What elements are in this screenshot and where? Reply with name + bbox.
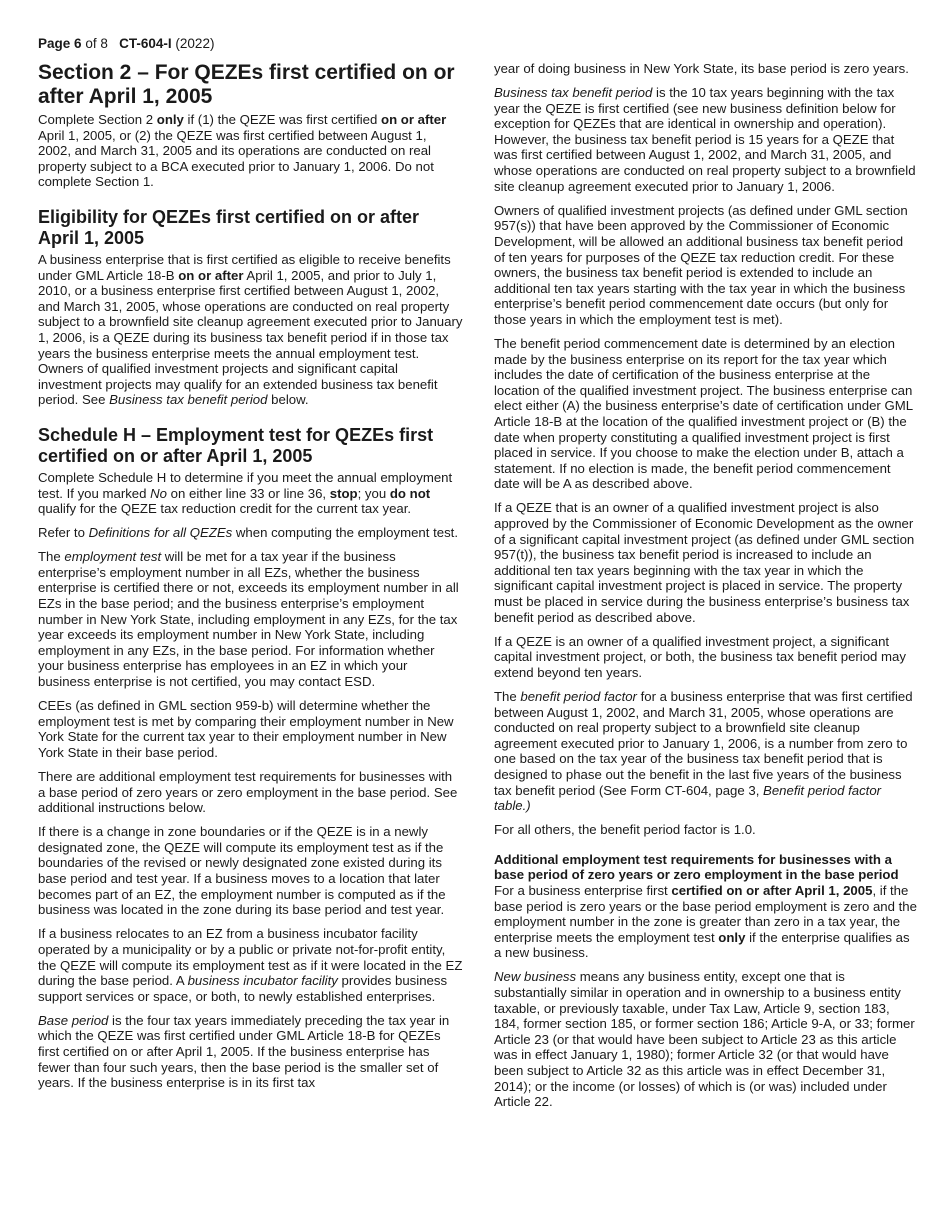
benefit-period-factor-others bbox=[494, 822, 917, 838]
text-run: New business bbox=[494, 969, 577, 985]
text-run: on either line 33 or line 36, bbox=[167, 485, 330, 501]
schedule-h-heading bbox=[38, 425, 463, 467]
text-run: year of doing business in New York State, its base period is zero years. bbox=[494, 61, 909, 76]
text-run: certified on or after April 1, 2005 bbox=[671, 883, 873, 898]
text-run: benefit period factor bbox=[520, 688, 637, 704]
text-run: do not bbox=[389, 485, 431, 501]
text-run: on or after bbox=[178, 267, 244, 283]
qualified-investment-projects-paragraph bbox=[494, 203, 917, 328]
schedule-h-intro bbox=[38, 470, 463, 517]
text-run: stop bbox=[329, 485, 358, 501]
text-run: if the enterprise qualifies as a new business. bbox=[494, 929, 910, 961]
text-run: Business tax benefit period bbox=[494, 85, 653, 101]
text-run: For all others, the benefit period factor is 1.0. bbox=[494, 822, 756, 838]
text-run: ; you bbox=[357, 485, 390, 501]
zero-base-period-paragraph bbox=[494, 883, 917, 961]
text-run: below. bbox=[267, 392, 309, 408]
text-run: Additional employment test requirements for businesses with a base period of zero years or zero employment in the base period bbox=[494, 851, 899, 883]
form-id: CT-604-I bbox=[119, 36, 172, 51]
page-count: of 8 bbox=[85, 36, 108, 51]
text-run: provides business support services or space, or both, to newly established enterprises. bbox=[38, 973, 448, 1004]
running-header bbox=[38, 35, 214, 53]
text-run: If there is a change in zone boundaries or if the QEZE is in a newly designated zone, the QEZE will compute its employment test as if the boundaries of the revised or newly designated zone existed during its base period and test year. If a business moves to a location that later becomes part of an EZ, the employment number is computed as if the business was located in the zone during its base period and test year. bbox=[38, 824, 446, 918]
text-run: means any business entity, except one that is substantially similar in operation and in ownership to a business entity taxable, or previously taxable, under Tax Law, Article 9, section 183, 184, former section 185, or former section 186; Article 9-A, or 33; former Article 23 (or that would have been subject to Article 23 as this article was in effect January 1, 1980); former Article 32 (or that would have been subject to Article 32 as this article was in effect December 31, 2014); or the income (or losses) of which is (or was) included under Article 22. bbox=[494, 969, 915, 1110]
significant-capital-project-paragraph bbox=[494, 500, 917, 625]
text-run: April 1, 2005, or (2) the QEZE was first certified between August 1, 2002, and March 31, 2005 and its operations are conducted on real property subject to a BCA executed prior to January 1, 2006. Do not complete Section 1. bbox=[38, 127, 434, 190]
text-run: business incubator facility bbox=[187, 973, 338, 989]
text-run: qualify for the QEZE tax reduction credit for the current tax year. bbox=[38, 501, 412, 517]
text-run: If a QEZE is an owner of a qualified investment project, a significant capital investment project, or both, the business tax benefit period may extend beyond ten years. bbox=[494, 633, 906, 680]
commencement-date-paragraph bbox=[494, 336, 917, 492]
business-tax-benefit-period-paragraph bbox=[494, 85, 917, 194]
cees-paragraph bbox=[38, 698, 463, 760]
text-run: Section 2 – For QEZEs first certified on or after April 1, 2005 bbox=[38, 61, 455, 108]
text-run: Schedule H – Employment test for QEZEs first certified on or after April 1, 2005 bbox=[38, 424, 434, 466]
text-run: will be met for a tax year if the business enterprise’s employment number in all EZs, whether the business enterprise is certified there or not, exceeds its employment number in all EZs in the base period; and the business enterprise’s employment number in New York State, including employment in any EZs, for the tax year exceeds its employment number in New York State, including employment in any EZs, in the base period. For information whether your business enterprise has employees in an EZ in which your business enterprise is not certified, you may contact ESD. bbox=[38, 549, 459, 690]
text-run: is the four tax years immediately preceding the tax year in which the QEZE was first certified under GML Article 18-B for QEZEs first certified on or after April 1, 2005. If the business enterprise has fewer than four such years, then the base period is the smaller set of years. If the business enterprise is in its first tax bbox=[38, 1012, 450, 1091]
text-run: , if the base period is zero years or the base period employment is zero and the employment number in the zone is greater than zero in a tax year, the enterprise meets the employment test bbox=[494, 883, 917, 945]
beyond-ten-years-paragraph bbox=[494, 634, 917, 681]
eligibility-paragraph bbox=[38, 252, 463, 408]
left-column bbox=[38, 61, 463, 1099]
text-run: employment test bbox=[64, 549, 162, 565]
text-run: If a QEZE that is an owner of a qualified investment project is also approved by the Commissioner of Economic Development as the owner of a significant capital investment project (as defined under GML section 957(t)), the business tax benefit period is increased to include an additional ten tax years beginning with the tax year in which the significant capital investment project is placed in service. The property must be placed in service during the business enterprise’s business tax benefit period as described above. bbox=[494, 500, 915, 625]
right-column bbox=[494, 61, 917, 1118]
text-run: There are additional employment test requirements for businesses with a base period of zero years or zero employment in the base period. See additional instructions below. bbox=[38, 769, 458, 816]
text-run: Definitions for all QEZEs bbox=[88, 525, 233, 541]
text-run: A business enterprise that is first certified as eligible to receive benefits under GML Article 18-B bbox=[38, 251, 451, 283]
text-run: The bbox=[38, 549, 65, 565]
eligibility-heading bbox=[38, 207, 463, 249]
section-2-heading bbox=[38, 61, 463, 109]
text-run: is the 10 tax years beginning with the tax year the QEZE is first certified (see new business definition below for exception for QEZEs that are identical in ownership and operation). However, the business tax benefit period is 15 years for a QEZE that was first certified between August 1, 2002, and March 31, 2005, and whose operations are conducted on real property subject to a brownfield site cleanup agreement executed prior to January 1, 2006. bbox=[494, 85, 916, 194]
text-run: For a business enterprise first bbox=[494, 883, 672, 898]
section-2-instructions bbox=[38, 112, 463, 190]
definitions-reference bbox=[38, 525, 463, 541]
text-run: on or after bbox=[381, 112, 447, 127]
benefit-period-factor-paragraph bbox=[494, 689, 917, 814]
text-run: only bbox=[718, 929, 746, 945]
new-business-paragraph bbox=[494, 969, 917, 1109]
text-run: Eligibility for QEZEs first certified on or after April 1, 2005 bbox=[38, 206, 420, 248]
text-run: Base period bbox=[38, 1012, 109, 1028]
text-run: If a business relocates to an EZ from a business incubator facility operated by a municipality or by a public or private not-for-profit entity, the QEZE will compute its employment test as if it were located in the EZ during the base period. A bbox=[38, 926, 463, 989]
text-run: only bbox=[156, 112, 184, 127]
text-run: Business tax benefit period bbox=[109, 392, 268, 408]
page-word: Page bbox=[38, 36, 71, 51]
base-period-continued bbox=[494, 61, 917, 77]
text-run: April 1, 2005, and prior to July 1, 2010, or a business enterprise first certified between August 1, 2002, and March 31, 2005, whose operations are conducted on real property subject to a brownfield site cleanup agreement executed prior to January 1, 2006, is a QEZE during its business tax benefit period if in those tax years the business enterprise meets the annual employment test. Owners of qualified investment projects and significant capital investment projects may qualify for an extended business tax benefit period. See bbox=[38, 267, 463, 408]
form-year: (2022) bbox=[175, 36, 215, 51]
text-run: Refer to bbox=[38, 525, 89, 541]
base-period-paragraph bbox=[38, 1013, 463, 1091]
text-run: Complete Schedule H to determine if you meet the annual employment test. If you marked bbox=[38, 469, 453, 501]
text-run: CEEs (as defined in GML section 959-b) will determine whether the employment test is met by comparing their employment number in New York State for the current tax year to their employment number in New York State in their base period. bbox=[38, 698, 454, 760]
text-run: when computing the employment test. bbox=[232, 525, 459, 541]
text-run: Owners of qualified investment projects (as defined under GML section 957(s)) that have been approved by the Commissioner of Economic Development, will be allowed an additional business tax benefit period of ten years for purposes of the QEZE tax reduction credit. For these owners, the business tax benefit period is extended to include an additional ten tax years starting with the tax year in which the business enterprise’s benefit period commencement date occurs (but only for those years in which the employment test is met). bbox=[494, 202, 908, 327]
text-run: if (1) the QEZE was first certified bbox=[183, 112, 382, 127]
incubator-paragraph bbox=[38, 926, 463, 1004]
additional-test-heading bbox=[494, 852, 917, 883]
additional-requirements-paragraph bbox=[38, 769, 463, 816]
text-run: for a business enterprise that was first certified between August 1, 2002, and March 31, 2005, whose operations are conducted on real property subject to a brownfield site cleanup agreement executed prior to January 1, 2006, is a number from zero to one based on the tax year of the business tax benefit period that is designed to phase out the benefit in the last five years of the business tax benefit period (See Form CT-604, page 3, bbox=[494, 688, 913, 798]
page-number: 6 bbox=[74, 36, 82, 51]
text-run: No bbox=[150, 485, 167, 501]
text-run: Complete Section 2 bbox=[38, 112, 157, 127]
employment-test-paragraph bbox=[38, 549, 463, 689]
text-run: Benefit period factor table.) bbox=[494, 782, 882, 814]
text-run: The benefit period commencement date is determined by an election made by the business enterprise on its report for the tax year which includes the date of certification of the business enterprise at the location of the qualified investment project. The business enterprise can elect either (A) the business enterprise’s date of certification under GML Article 18-B at the location of the qualified investment project or (B) the date when property constituting a qualified investment project is first placed in service. If you choose to make the election under B, attach a statement. If no election is made, the benefit period commencement date will be A as described above. bbox=[494, 336, 913, 492]
text-run: The bbox=[494, 688, 521, 704]
zone-boundaries-paragraph bbox=[38, 824, 463, 918]
